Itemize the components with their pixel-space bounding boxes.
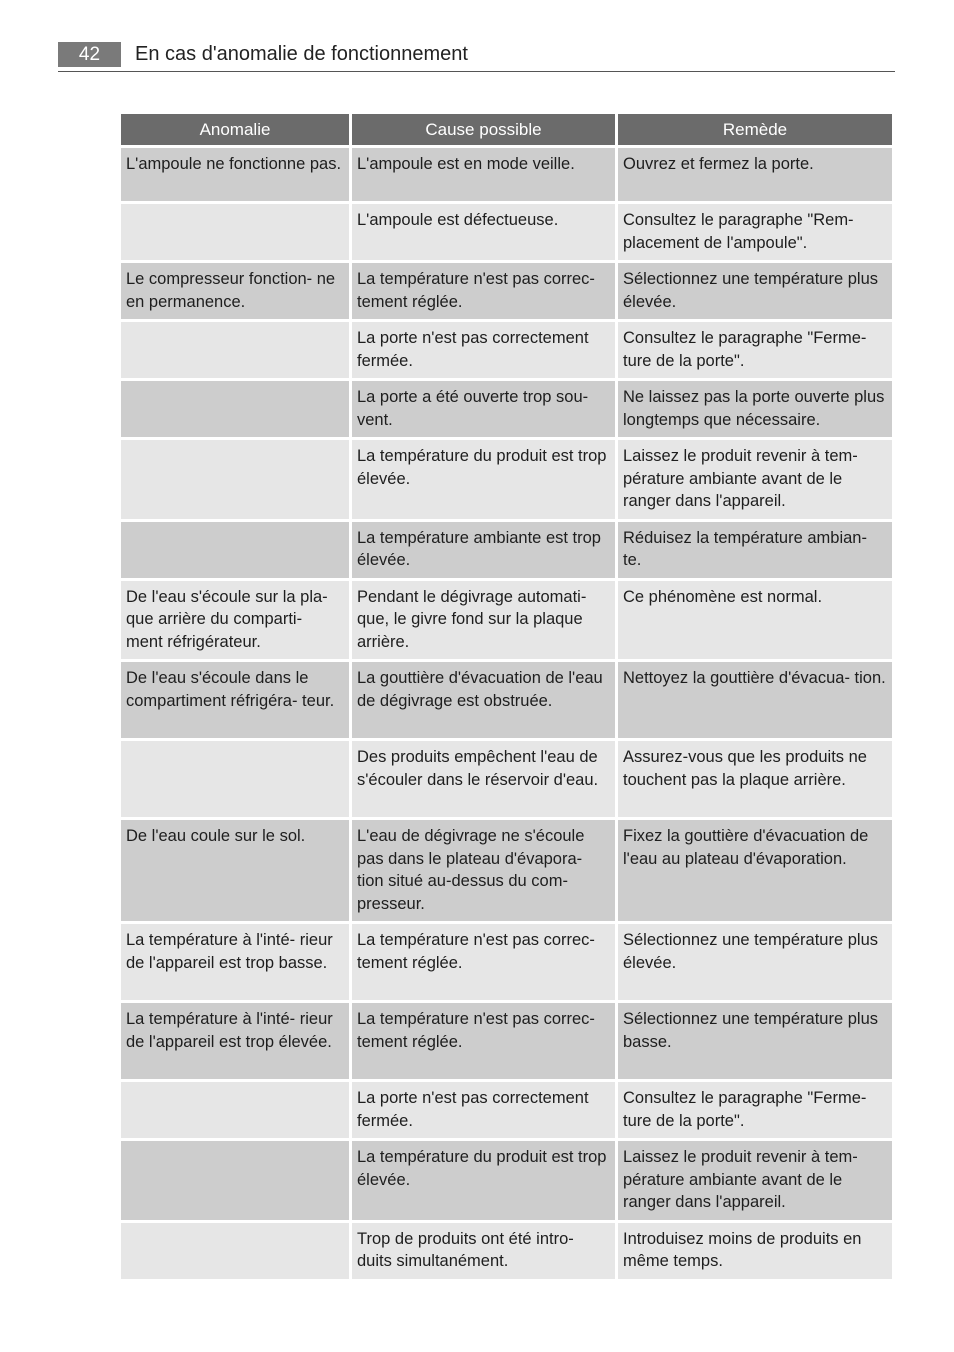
cell-remede: Consultez le paragraphe "Rem- placement de l'ampoule". [618, 204, 892, 260]
table-row [121, 1141, 892, 1220]
cell-remede: Introduisez moins de produits en même temps. [618, 1223, 892, 1279]
table-header-row [121, 114, 892, 145]
cell-cause: Des produits empêchent l'eau de s'écouler dans le réservoir d'eau. [352, 741, 615, 817]
cell-cause: La température n'est pas correc- tement réglée. [352, 1003, 615, 1079]
cell-cause: Pendant le dégivrage automati- que, le givre fond sur la plaque arrière. [352, 581, 615, 660]
cell-remede: Consultez le paragraphe "Ferme- ture de la porte". [618, 1082, 892, 1138]
cell-cause: Trop de produits ont été intro- duits simultanément. [352, 1223, 615, 1279]
cell-anomalie: L'ampoule ne fonctionne pas. [121, 148, 349, 201]
table-row [121, 440, 892, 519]
table-row [121, 148, 892, 201]
table-row [121, 581, 892, 660]
cell-remede: Sélectionnez une température plus élevée. [618, 263, 892, 319]
cell-anomalie: De l'eau s'écoule dans le compartiment réfrigéra- teur. [121, 662, 349, 738]
table-row [121, 924, 892, 1000]
cell-anomalie [121, 440, 349, 519]
cell-anomalie [121, 1082, 349, 1138]
cell-cause: La température n'est pas correc- tement réglée. [352, 263, 615, 319]
table-row [121, 522, 892, 578]
table-body [121, 148, 892, 1279]
cell-remede: Sélectionnez une température plus élevée. [618, 924, 892, 1000]
cell-remede: Ce phénomène est normal. [618, 581, 892, 660]
cell-anomalie [121, 1223, 349, 1279]
cell-cause: La température n'est pas correc- tement réglée. [352, 924, 615, 1000]
page-header [58, 40, 895, 72]
cell-anomalie [121, 741, 349, 817]
cell-anomalie: La température à l'inté- rieur de l'appareil est trop basse. [121, 924, 349, 1000]
cell-anomalie [121, 522, 349, 578]
cell-cause: L'ampoule est en mode veille. [352, 148, 615, 201]
cell-remede: Ouvrez et fermez la porte. [618, 148, 892, 201]
cell-cause: La température ambiante est trop élevée. [352, 522, 615, 578]
table-row [121, 263, 892, 319]
cell-remede: Nettoyez la gouttière d'évacua- tion. [618, 662, 892, 738]
column-header-cause: Cause possible [352, 114, 615, 145]
cell-cause: La température du produit est trop élevée. [352, 1141, 615, 1220]
cell-cause: L'eau de dégivrage ne s'écoule pas dans le plateau d'évapora- tion situé au-dessus du com- presseur. [352, 820, 615, 921]
cell-anomalie [121, 204, 349, 260]
section-title: En cas d'anomalie de fonctionnement [135, 43, 468, 65]
cell-remede: Fixez la gouttière d'évacuation de l'eau au plateau d'évaporation. [618, 820, 892, 921]
cell-cause: La température du produit est trop élevée. [352, 440, 615, 519]
cell-cause: La porte n'est pas correctement fermée. [352, 322, 615, 378]
cell-anomalie [121, 381, 349, 437]
cell-cause: La gouttière d'évacuation de l'eau de dégivrage est obstruée. [352, 662, 615, 738]
table-row [121, 1082, 892, 1138]
cell-remede: Réduisez la température ambian- te. [618, 522, 892, 578]
troubleshooting-table [118, 111, 895, 1282]
cell-anomalie: De l'eau s'écoule sur la pla- que arrière du comparti- ment réfrigérateur. [121, 581, 349, 660]
cell-remede: Assurez-vous que les produits ne touchent pas la plaque arrière. [618, 741, 892, 817]
cell-anomalie: La température à l'inté- rieur de l'appareil est trop élevée. [121, 1003, 349, 1079]
page-number: 42 [58, 42, 121, 67]
cell-cause: L'ampoule est défectueuse. [352, 204, 615, 260]
cell-anomalie: Le compresseur fonction- ne en permanence. [121, 263, 349, 319]
table-row [121, 662, 892, 738]
table-row [121, 1003, 892, 1079]
cell-remede: Laissez le produit revenir à tem- pérature ambiante avant de le ranger dans l'appareil. [618, 1141, 892, 1220]
table-row [121, 741, 892, 817]
table-row [121, 1223, 892, 1279]
cell-remede: Laissez le produit revenir à tem- pérature ambiante avant de le ranger dans l'appareil. [618, 440, 892, 519]
table-row [121, 381, 892, 437]
column-header-anomalie: Anomalie [121, 114, 349, 145]
table-row [121, 820, 892, 921]
cell-anomalie [121, 322, 349, 378]
column-header-remede: Remède [618, 114, 892, 145]
cell-anomalie [121, 1141, 349, 1220]
cell-remede: Sélectionnez une température plus basse. [618, 1003, 892, 1079]
cell-remede: Ne laissez pas la porte ouverte plus longtemps que nécessaire. [618, 381, 892, 437]
cell-anomalie: De l'eau coule sur le sol. [121, 820, 349, 921]
cell-cause: La porte a été ouverte trop sou- vent. [352, 381, 615, 437]
table-row [121, 204, 892, 260]
cell-remede: Consultez le paragraphe "Ferme- ture de la porte". [618, 322, 892, 378]
cell-cause: La porte n'est pas correctement fermée. [352, 1082, 615, 1138]
table-row [121, 322, 892, 378]
